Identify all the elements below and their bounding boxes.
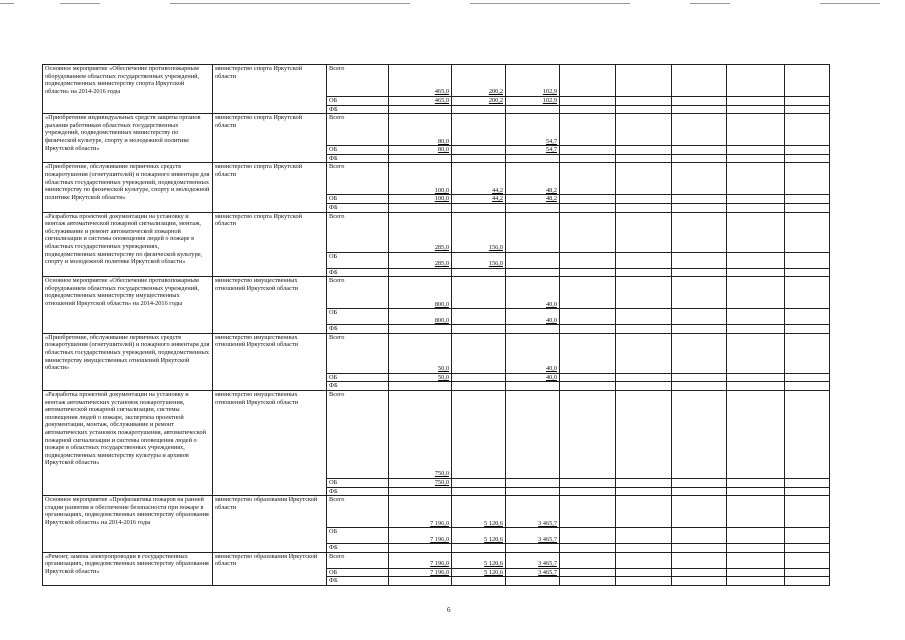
amount-cell xyxy=(506,478,560,487)
amount-cell: 44,2 xyxy=(452,163,506,195)
empty-cell xyxy=(727,97,785,106)
funding-source-cell: Всего xyxy=(327,390,389,478)
amount-cell xyxy=(389,325,452,334)
empty-cell xyxy=(560,203,616,212)
empty-cell xyxy=(672,105,727,114)
empty-cell xyxy=(560,544,616,553)
empty-cell xyxy=(616,154,672,163)
table-row xyxy=(43,496,830,528)
amount-cell xyxy=(389,544,452,553)
amount-cell xyxy=(452,487,506,496)
amount-cell xyxy=(506,487,560,496)
empty-cell xyxy=(727,568,785,577)
table-row xyxy=(43,163,830,195)
activity-cell: «Приобретение, обслуживание первичных средств пожаротушения (огнетушителей) и пожарного инвентаря для областных государственных учреждений, подведомственных министерству имущественных отношений Иркутской области» xyxy=(43,333,213,390)
empty-cell xyxy=(785,544,830,553)
funding-source-cell: ОБ xyxy=(327,146,389,155)
amount-cell xyxy=(389,203,452,212)
empty-cell xyxy=(560,577,616,586)
funding-source-cell: Всего xyxy=(327,277,389,309)
amount-cell xyxy=(506,105,560,114)
empty-cell xyxy=(727,390,785,478)
amount-cell xyxy=(506,203,560,212)
amount-cell xyxy=(452,373,506,382)
empty-cell xyxy=(785,154,830,163)
amount-cell xyxy=(506,154,560,163)
amount-cell xyxy=(452,325,506,334)
executor-cell: министерство спорта Иркутской области xyxy=(213,163,327,212)
amount-cell: 40,0 xyxy=(506,373,560,382)
empty-cell xyxy=(785,487,830,496)
amount-cell xyxy=(506,325,560,334)
amount-cell: 80,0 xyxy=(389,114,452,146)
funding-source-cell: ФБ xyxy=(327,577,389,586)
funding-source-cell: ОБ xyxy=(327,252,389,268)
funding-source-cell: Всего xyxy=(327,163,389,195)
funding-source-cell: ФБ xyxy=(327,268,389,277)
amount-cell: 5 120,6 xyxy=(452,496,506,528)
empty-cell xyxy=(785,65,830,97)
empty-cell xyxy=(616,146,672,155)
amount-cell xyxy=(506,390,560,478)
amount-cell: 50,0 xyxy=(389,373,452,382)
amount-cell xyxy=(389,382,452,391)
funding-source-cell: ОБ xyxy=(327,528,389,544)
amount-cell: 7 196,0 xyxy=(389,528,452,544)
amount-cell: 48,2 xyxy=(506,163,560,195)
amount-cell xyxy=(389,487,452,496)
amount-cell: 40,0 xyxy=(506,309,560,325)
empty-cell xyxy=(560,382,616,391)
amount-cell: 800,0 xyxy=(389,309,452,325)
empty-cell xyxy=(727,105,785,114)
amount-cell: 156,0 xyxy=(452,212,506,252)
empty-cell xyxy=(616,382,672,391)
amount-cell: 50,0 xyxy=(389,333,452,373)
empty-cell xyxy=(560,195,616,204)
empty-cell xyxy=(616,105,672,114)
amount-cell xyxy=(506,544,560,553)
executor-cell: министерство образования Иркутской области xyxy=(213,496,327,553)
amount-cell xyxy=(452,382,506,391)
empty-cell xyxy=(616,163,672,195)
amount-cell: 800,0 xyxy=(389,277,452,309)
empty-cell xyxy=(785,277,830,309)
funding-source-cell: Всего xyxy=(327,552,389,568)
executor-cell: министерство имущественных отношений Иркутской области xyxy=(213,390,327,495)
amount-cell: 54,7 xyxy=(506,114,560,146)
empty-cell xyxy=(616,487,672,496)
empty-cell xyxy=(785,478,830,487)
amount-cell: 285,0 xyxy=(389,252,452,268)
empty-cell xyxy=(785,268,830,277)
table-row xyxy=(43,65,830,97)
table-row xyxy=(43,277,830,309)
amount-cell xyxy=(452,544,506,553)
empty-cell xyxy=(616,544,672,553)
amount-cell: 750,0 xyxy=(389,390,452,478)
table-row xyxy=(43,333,830,373)
empty-cell xyxy=(727,496,785,528)
executor-cell: министерство образования Иркутской области xyxy=(213,552,327,585)
empty-cell xyxy=(672,97,727,106)
empty-cell xyxy=(560,65,616,97)
empty-cell xyxy=(727,146,785,155)
amount-cell: 7 196,0 xyxy=(389,552,452,568)
empty-cell xyxy=(672,528,727,544)
empty-cell xyxy=(785,333,830,373)
amount-cell xyxy=(452,105,506,114)
empty-cell xyxy=(672,382,727,391)
funding-source-cell: ОБ xyxy=(327,373,389,382)
empty-cell xyxy=(672,496,727,528)
amount-cell: 200,2 xyxy=(452,65,506,97)
activity-cell: Основное мероприятие «Обеспечение противопожарным оборудованием областных государственных учреждений, подведомственных министерству имущественных отношений Иркутской области» на 2014-2016 годы xyxy=(43,277,213,334)
activity-cell: «Ремонт, замена электропроводки в государственных организациях, подведомственных министерству образования Иркутской области» xyxy=(43,552,213,585)
empty-cell xyxy=(727,163,785,195)
empty-cell xyxy=(560,114,616,146)
empty-cell xyxy=(560,97,616,106)
amount-cell: 5 120,6 xyxy=(452,528,506,544)
funding-source-cell: ФБ xyxy=(327,325,389,334)
amount-cell xyxy=(452,268,506,277)
funding-source-cell: ФБ xyxy=(327,487,389,496)
empty-cell xyxy=(560,325,616,334)
empty-cell xyxy=(672,577,727,586)
activity-cell: Основное мероприятие «Профилактика пожаров на ранней стадии развития и обеспечение безопасности при пожаре в организациях, подведомственных министерству образования Иркутской области» на 2014-2016 годы xyxy=(43,496,213,553)
empty-cell xyxy=(727,309,785,325)
empty-cell xyxy=(785,528,830,544)
empty-cell xyxy=(785,552,830,568)
activity-cell: «Приобретение индивидуальных средств защиты органов дыхания работникам областных государственных учреждений, подведомственных министерству по физической культуре, спорту и молодежной политике Иркутской области» xyxy=(43,114,213,163)
empty-cell xyxy=(616,277,672,309)
amount-cell xyxy=(452,277,506,309)
empty-cell xyxy=(785,577,830,586)
empty-cell xyxy=(785,212,830,252)
executor-cell: министерство спорта Иркутской области xyxy=(213,212,327,277)
funding-source-cell: ОБ xyxy=(327,97,389,106)
empty-cell xyxy=(616,325,672,334)
empty-cell xyxy=(785,382,830,391)
empty-cell xyxy=(785,114,830,146)
scan-artifact xyxy=(690,3,730,4)
funding-source-cell: ОБ xyxy=(327,478,389,487)
amount-cell xyxy=(506,268,560,277)
empty-cell xyxy=(616,309,672,325)
empty-cell xyxy=(560,390,616,478)
amount-cell: 5 120,6 xyxy=(452,552,506,568)
scan-artifact xyxy=(60,3,100,4)
amount-cell: 102,9 xyxy=(506,97,560,106)
amount-cell xyxy=(506,577,560,586)
empty-cell xyxy=(616,333,672,373)
empty-cell xyxy=(785,195,830,204)
executor-cell: министерство имущественных отношений Иркутской области xyxy=(213,277,327,334)
activity-cell: «Разработка проектной документации на установку и монтаж автоматической пожарной сигнализации, монтаж, обслуживание и ремонт автоматической пожарной сигнализации и системы оповещения людей о пожаре в областных государственных учреждениях, подведомственных министерству по физической культуре, спорту и молодежной политике Иркутской области» xyxy=(43,212,213,277)
empty-cell xyxy=(616,373,672,382)
scan-artifact xyxy=(820,3,880,4)
empty-cell xyxy=(727,544,785,553)
empty-cell xyxy=(560,146,616,155)
empty-cell xyxy=(727,373,785,382)
funding-source-cell: ОБ xyxy=(327,568,389,577)
empty-cell xyxy=(785,568,830,577)
empty-cell xyxy=(560,333,616,373)
amount-cell: 40,0 xyxy=(506,277,560,309)
empty-cell xyxy=(560,487,616,496)
empty-cell xyxy=(616,252,672,268)
empty-cell xyxy=(785,97,830,106)
executor-cell: министерство спорта Иркутской области xyxy=(213,114,327,163)
amount-cell xyxy=(452,146,506,155)
funding-source-cell: Всего xyxy=(327,212,389,252)
funding-source-cell: ОБ xyxy=(327,195,389,204)
amount-cell: 465,0 xyxy=(389,97,452,106)
amount-cell: 44,2 xyxy=(452,195,506,204)
funding-source-cell: ОБ xyxy=(327,309,389,325)
empty-cell xyxy=(616,528,672,544)
amount-cell: 156,0 xyxy=(452,252,506,268)
empty-cell xyxy=(672,212,727,252)
empty-cell xyxy=(727,203,785,212)
empty-cell xyxy=(727,277,785,309)
amount-cell: 7 196,0 xyxy=(389,496,452,528)
empty-cell xyxy=(672,309,727,325)
amount-cell: 200,2 xyxy=(452,97,506,106)
funding-source-cell: ФБ xyxy=(327,544,389,553)
empty-cell xyxy=(727,487,785,496)
empty-cell xyxy=(785,496,830,528)
empty-cell xyxy=(616,268,672,277)
empty-cell xyxy=(727,65,785,97)
amount-cell xyxy=(506,382,560,391)
amount-cell xyxy=(452,203,506,212)
empty-cell xyxy=(785,325,830,334)
empty-cell xyxy=(672,544,727,553)
empty-cell xyxy=(672,373,727,382)
amount-cell: 48,2 xyxy=(506,195,560,204)
amount-cell: 3 465,7 xyxy=(506,552,560,568)
scan-artifact xyxy=(470,3,630,4)
funding-source-cell: Всего xyxy=(327,333,389,373)
amount-cell: 750,0 xyxy=(389,478,452,487)
empty-cell xyxy=(560,105,616,114)
empty-cell xyxy=(560,212,616,252)
empty-cell xyxy=(672,252,727,268)
empty-cell xyxy=(785,252,830,268)
empty-cell xyxy=(616,478,672,487)
executor-cell: министерство спорта Иркутской области xyxy=(213,65,327,114)
amount-cell: 102,9 xyxy=(506,65,560,97)
empty-cell xyxy=(616,552,672,568)
activity-cell: Основное мероприятие «Обеспечение противопожарным оборудованием областных государственных учреждений, подведомственных министерству спорта Иркутской области» на 2014-2016 годы xyxy=(43,65,213,114)
empty-cell xyxy=(672,154,727,163)
empty-cell xyxy=(727,195,785,204)
empty-cell xyxy=(727,577,785,586)
empty-cell xyxy=(616,577,672,586)
empty-cell xyxy=(672,390,727,478)
amount-cell xyxy=(389,105,452,114)
table-body xyxy=(43,65,830,586)
empty-cell xyxy=(616,212,672,252)
empty-cell xyxy=(785,105,830,114)
empty-cell xyxy=(672,333,727,373)
empty-cell xyxy=(672,203,727,212)
empty-cell xyxy=(616,97,672,106)
amount-cell: 285,0 xyxy=(389,212,452,252)
empty-cell xyxy=(727,268,785,277)
empty-cell xyxy=(560,496,616,528)
table-row xyxy=(43,212,830,252)
empty-cell xyxy=(560,163,616,195)
amount-cell xyxy=(389,577,452,586)
empty-cell xyxy=(560,568,616,577)
empty-cell xyxy=(672,163,727,195)
funding-source-cell: ФБ xyxy=(327,154,389,163)
funding-source-cell: ФБ xyxy=(327,203,389,212)
executor-cell: министерство имущественных отношений Иркутской области xyxy=(213,333,327,390)
amount-cell xyxy=(452,309,506,325)
activity-cell: «Приобретение, обслуживание первичных средств пожаротушения (огнетушителей) и пожарного инвентаря для областных государственных учреждений, подведомственных министерству по физической культуре, спорту и молодежной политике Иркутской области» xyxy=(43,163,213,212)
funding-source-cell: Всего xyxy=(327,114,389,146)
empty-cell xyxy=(560,528,616,544)
amount-cell xyxy=(389,154,452,163)
empty-cell xyxy=(672,487,727,496)
amount-cell xyxy=(506,212,560,252)
amount-cell: 100,0 xyxy=(389,163,452,195)
empty-cell xyxy=(785,309,830,325)
empty-cell xyxy=(560,268,616,277)
empty-cell xyxy=(727,154,785,163)
empty-cell xyxy=(560,478,616,487)
empty-cell xyxy=(672,568,727,577)
empty-cell xyxy=(672,114,727,146)
empty-cell xyxy=(672,146,727,155)
table-row xyxy=(43,114,830,146)
empty-cell xyxy=(672,65,727,97)
empty-cell xyxy=(785,146,830,155)
empty-cell xyxy=(560,277,616,309)
amount-cell xyxy=(452,577,506,586)
empty-cell xyxy=(672,277,727,309)
funding-source-cell: Всего xyxy=(327,65,389,97)
empty-cell xyxy=(785,373,830,382)
funding-source-cell: ФБ xyxy=(327,105,389,114)
empty-cell xyxy=(560,309,616,325)
empty-cell xyxy=(727,325,785,334)
empty-cell xyxy=(616,496,672,528)
empty-cell xyxy=(785,163,830,195)
empty-cell xyxy=(560,373,616,382)
empty-cell xyxy=(616,568,672,577)
empty-cell xyxy=(785,390,830,478)
scan-artifact xyxy=(0,3,14,4)
activity-cell: «Разработка проектной документации на установку и монтаж автоматических установок пожаротушения, автоматической пожарной сигнализации, системы оповещения людей о пожаре, экспертиза проектной документации, монтаж, обслуживание и ремонт автоматических установок пожаротушения, автоматической пожарной сигнализации и системы оповещения людей о пожаре в областных государственных учреждениях, подведомственных министерству культуры и архивов Иркутской области» xyxy=(43,390,213,495)
amount-cell: 40,0 xyxy=(506,333,560,373)
empty-cell xyxy=(727,382,785,391)
empty-cell xyxy=(672,195,727,204)
amount-cell: 3 465,7 xyxy=(506,568,560,577)
empty-cell xyxy=(672,268,727,277)
empty-cell xyxy=(560,154,616,163)
amount-cell: 3 465,7 xyxy=(506,528,560,544)
amount-cell: 7 196,0 xyxy=(389,568,452,577)
table-row xyxy=(43,390,830,478)
amount-cell xyxy=(452,390,506,478)
amount-cell xyxy=(452,333,506,373)
empty-cell xyxy=(727,552,785,568)
empty-cell xyxy=(560,252,616,268)
empty-cell xyxy=(616,203,672,212)
empty-cell xyxy=(560,552,616,568)
amount-cell: 3 465,7 xyxy=(506,496,560,528)
funding-source-cell: ФБ xyxy=(327,382,389,391)
funding-source-cell: Всего xyxy=(327,496,389,528)
empty-cell xyxy=(727,114,785,146)
amount-cell: 80,0 xyxy=(389,146,452,155)
empty-cell xyxy=(727,478,785,487)
empty-cell xyxy=(727,528,785,544)
empty-cell xyxy=(727,333,785,373)
empty-cell xyxy=(672,478,727,487)
amount-cell xyxy=(452,478,506,487)
empty-cell xyxy=(616,114,672,146)
amount-cell: 5 120,6 xyxy=(452,568,506,577)
empty-cell xyxy=(727,212,785,252)
empty-cell xyxy=(727,252,785,268)
page-number: 6 xyxy=(447,606,451,614)
empty-cell xyxy=(616,195,672,204)
amount-cell xyxy=(452,154,506,163)
empty-cell xyxy=(672,552,727,568)
scan-artifact xyxy=(170,3,410,4)
empty-cell xyxy=(616,65,672,97)
amount-cell xyxy=(452,114,506,146)
program-table xyxy=(42,64,830,586)
empty-cell xyxy=(785,203,830,212)
table-row xyxy=(43,552,830,568)
empty-cell xyxy=(672,325,727,334)
amount-cell xyxy=(506,252,560,268)
empty-cell xyxy=(616,390,672,478)
amount-cell: 54,7 xyxy=(506,146,560,155)
amount-cell: 100,0 xyxy=(389,195,452,204)
amount-cell xyxy=(389,268,452,277)
amount-cell: 465,0 xyxy=(389,65,452,97)
